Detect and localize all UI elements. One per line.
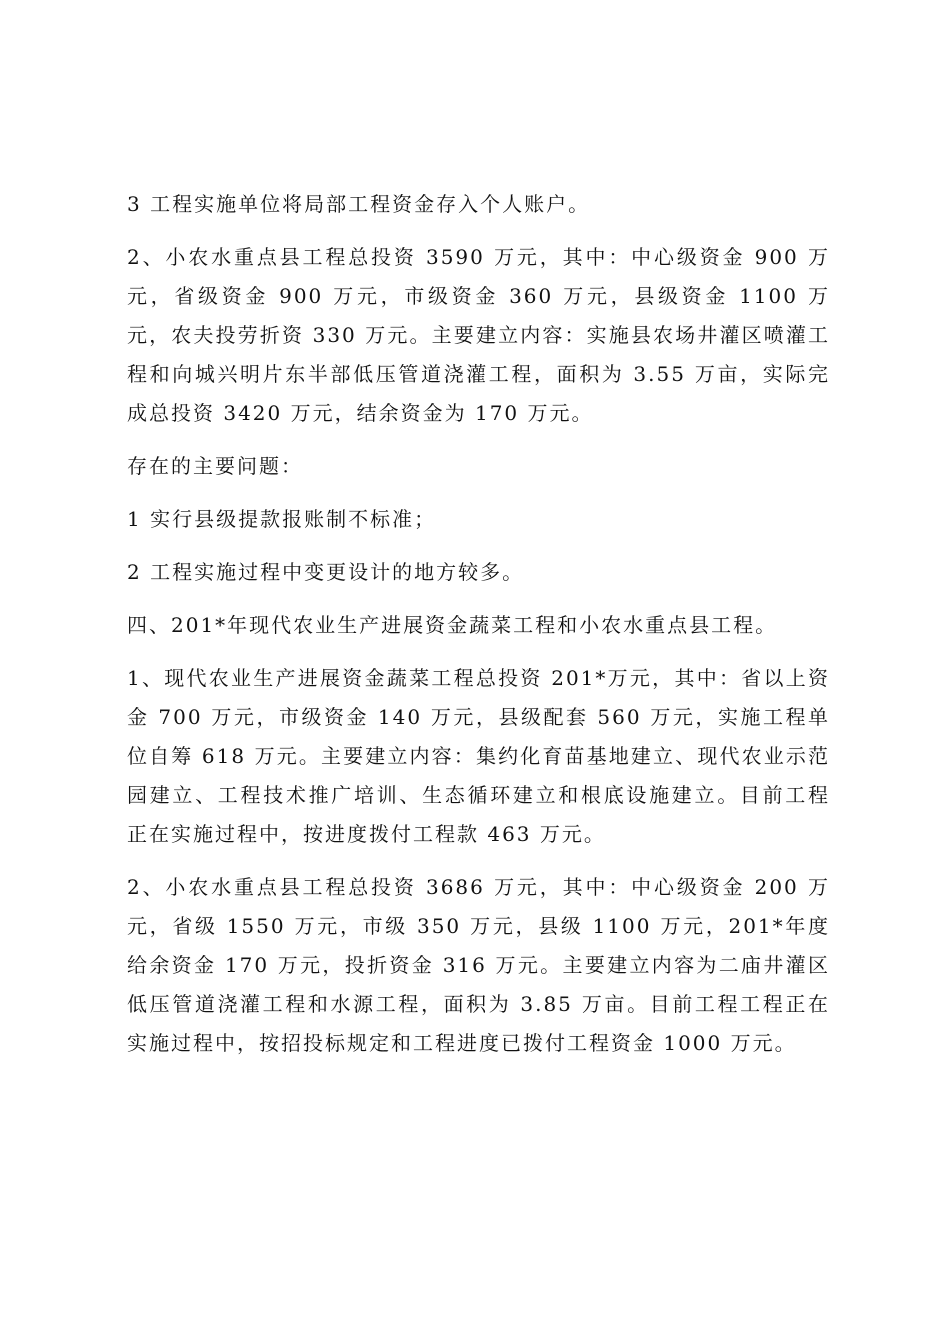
document-body — [127, 185, 830, 1063]
paragraph-1: 3 工程实施单位将局部工程资金存入个人账户。 — [127, 192, 591, 216]
paragraph-7: 1、现代农业生产进展资金蔬菜工程总投资 201*万元，其中：省以上资金 700 万元，市级资金 140 万元，县级配套 560 万元，实施工程单位自筹 618 万元。主要建立内容：集约化育苗基地建立、现代农业示范园建立、工程技术推广培训、生态循环建立和根底设施建立。目前工程正在实施过程中，按进度拨付工程款 463 万元。 — [127, 666, 830, 846]
paragraph-4: 1 实行县级提款报账制不标准； — [127, 507, 437, 531]
paragraph-3: 存在的主要问题： — [127, 454, 303, 478]
paragraph-6: 四、201*年现代农业生产进展资金蔬菜工程和小农水重点县工程。 — [127, 613, 778, 637]
paragraph-8: 2、小农水重点县工程总投资 3686 万元，其中：中心级资金 200 万元，省级 1550 万元，市级 350 万元，县级 1100 万元，201*年度给余资金 170 万元，投折资金 316 万元。主要建立内容为二庙井灌区低压管道浇灌工程和水源工程，面积为 3.85 万亩。目前工程工程正在实施过程中，按招投标规定和工程进度已拨付工程资金 1000 万元。 — [127, 875, 830, 1055]
paragraph-5: 2 工程实施过程中变更设计的地方较多。 — [127, 560, 525, 584]
paragraph-2: 2、小农水重点县工程总投资 3590 万元，其中：中心级资金 900 万元，省级资金 900 万元，市级资金 360 万元，县级资金 1100 万元，农夫投劳折资 330 万元。主要建立内容：实施县农场井灌区喷灌工程和向城兴明片东半部低压管道浇灌工程，面积为 3.55 万亩，实际完成总投资 3420 万元，结余资金为 170 万元。 — [127, 245, 830, 425]
